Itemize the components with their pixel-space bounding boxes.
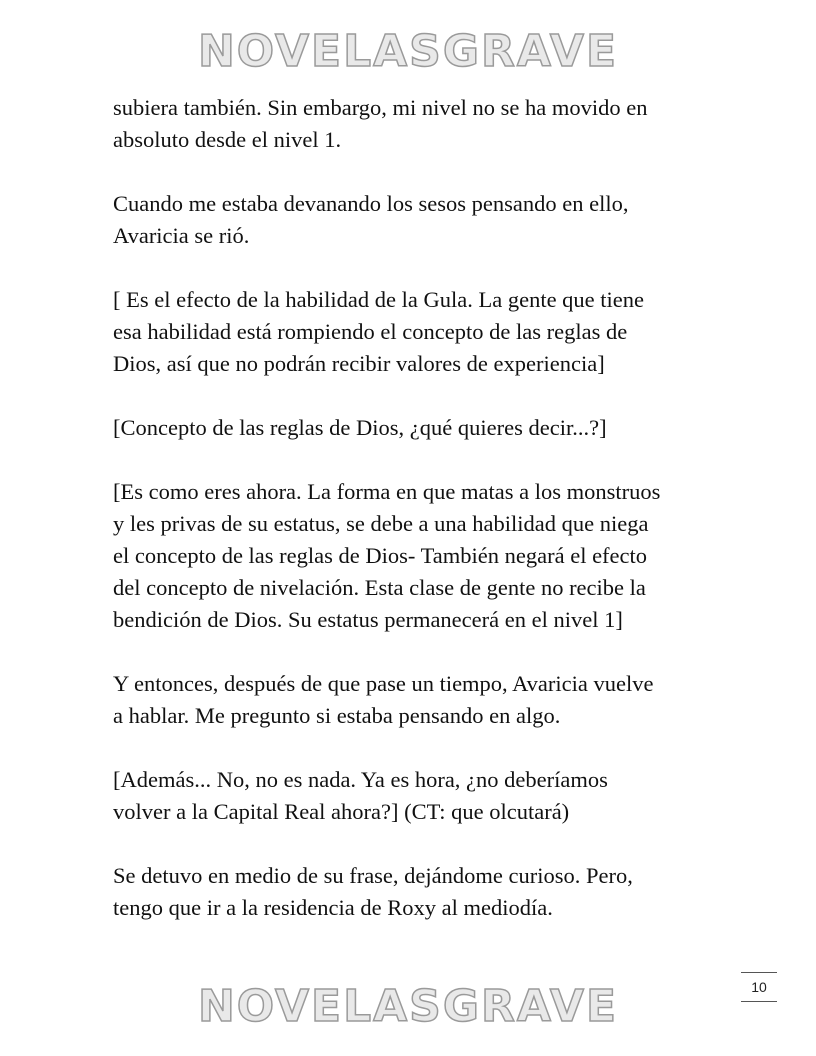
text-line: absoluto desde el nivel 1. bbox=[113, 127, 342, 152]
page-body bbox=[113, 92, 713, 956]
text-line: [Concepto de las reglas de Dios, ¿qué quieres decir...?] bbox=[113, 415, 607, 440]
paragraph bbox=[113, 412, 713, 444]
text-line: del concepto de nivelación. Esta clase de gente no recibe la bbox=[113, 575, 646, 600]
paragraph bbox=[113, 668, 713, 732]
text-line: [ Es el efecto de la habilidad de la Gula. La gente que tiene bbox=[113, 287, 645, 312]
watermark-bottom: NOVELASGRAVE bbox=[197, 981, 619, 1032]
text-line: Y entonces, después de que pase un tiempo, Avaricia vuelve bbox=[113, 671, 654, 696]
paragraph bbox=[113, 764, 713, 828]
text-line: esa habilidad está rompiendo el concepto de las reglas de bbox=[113, 319, 628, 344]
text-line: y les privas de su estatus, se debe a una habilidad que niega bbox=[113, 511, 649, 536]
text-line: Se detuvo en medio de su frase, dejándome curioso. Pero, bbox=[113, 863, 633, 888]
text-line: a hablar. Me pregunto si estaba pensando en algo. bbox=[113, 703, 561, 728]
text-line: [Además... No, no es nada. Ya es hora, ¿no deberíamos bbox=[113, 767, 608, 792]
text-line: tengo que ir a la residencia de Roxy al mediodía. bbox=[113, 895, 553, 920]
paragraph bbox=[113, 92, 713, 156]
paragraph bbox=[113, 476, 713, 636]
watermark-top: NOVELASGRAVE bbox=[197, 26, 619, 77]
text-line: [Es como eres ahora. La forma en que matas a los monstruos bbox=[113, 479, 661, 504]
text-line: Avaricia se rió. bbox=[113, 223, 250, 248]
text-line: Dios, así que no podrán recibir valores de experiencia] bbox=[113, 351, 605, 376]
text-line: Cuando me estaba devanando los sesos pensando en ello, bbox=[113, 191, 629, 216]
paragraph bbox=[113, 188, 713, 252]
text-line: el concepto de las reglas de Dios- También negará el efecto bbox=[113, 543, 648, 568]
text-line: volver a la Capital Real ahora?] (CT: que olcutará) bbox=[113, 799, 570, 824]
paragraph bbox=[113, 284, 713, 380]
paragraph bbox=[113, 860, 713, 924]
text-line: subiera también. Sin embargo, mi nivel no se ha movido en bbox=[113, 95, 648, 120]
text-line: bendición de Dios. Su estatus permanecerá en el nivel 1] bbox=[113, 607, 623, 632]
page-number: 10 bbox=[741, 972, 777, 1002]
